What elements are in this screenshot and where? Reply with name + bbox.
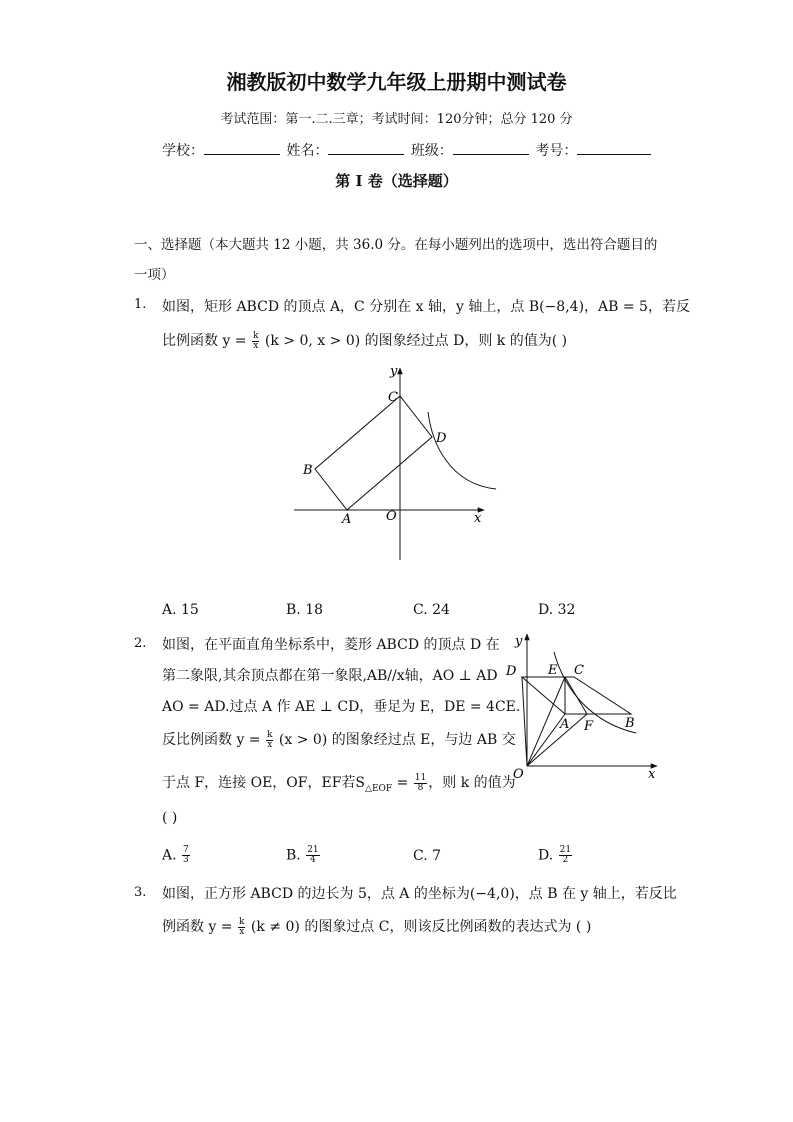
q2-line5-a: 于点 F，连接 OE，OF，EF若S xyxy=(162,775,366,791)
exam-info: 考试范围：第一.二.三章；考试时间：120分钟；总分 120 分 xyxy=(220,112,573,127)
q2-label-o: O xyxy=(513,767,524,782)
q2-label-c: C xyxy=(574,663,584,678)
q3-frac-den: x xyxy=(239,926,245,937)
q1-label-a: A xyxy=(342,512,352,527)
q1-label-x: x xyxy=(474,511,482,526)
q2-area-frac-num: 11 xyxy=(414,772,427,783)
q3-fraction xyxy=(238,918,245,937)
q2-label-d: D xyxy=(506,664,517,679)
q2-frac-den: x xyxy=(267,739,273,750)
field-school-blank[interactable] xyxy=(204,154,280,155)
q1-label-y: y xyxy=(390,364,398,379)
q1-option-c[interactable]: C. 24 xyxy=(413,602,450,618)
q1-label-o: O xyxy=(386,509,397,524)
q1-line1: 如图，矩形 ABCD 的顶点 A，C 分别在 x 轴，y 轴上，点 B(−8,4)，AB = 5，若反 xyxy=(162,299,690,315)
q2-line4-b: (x > 0) 的图象经过点 E，与边 AB 交 xyxy=(278,732,516,748)
q1-line2 xyxy=(162,330,567,351)
q2-option-d[interactable] xyxy=(538,846,573,865)
field-class-label: 班级： xyxy=(410,143,453,159)
q3-frac-num: k xyxy=(239,916,245,927)
q2-option-b-den: 4 xyxy=(310,855,316,865)
q2-option-a-label: A. xyxy=(162,847,177,864)
q2-option-b-fraction xyxy=(306,846,319,865)
q2-area-fraction xyxy=(414,774,427,793)
q2-label-x: x xyxy=(648,767,656,782)
field-id-label: 考号： xyxy=(535,143,578,159)
q2-option-a-fraction xyxy=(182,846,190,865)
q2-segment-of xyxy=(527,714,587,766)
field-class-blank[interactable] xyxy=(453,154,529,155)
q2-option-c[interactable]: C. 7 xyxy=(413,848,442,864)
q2-label-e: E xyxy=(548,663,558,678)
q2-label-y: y xyxy=(515,634,523,649)
q2-label-a: A xyxy=(560,717,570,732)
q2-option-b[interactable] xyxy=(286,846,321,865)
q1-option-d[interactable]: D. 32 xyxy=(538,602,576,618)
q2-option-a[interactable] xyxy=(162,846,191,865)
q2-line2: 第二象限,其余顶点都在第一象限,AB//x轴，AO ⊥ AD xyxy=(162,668,498,684)
q2-frac-num: k xyxy=(267,729,273,740)
q1-hyperbola xyxy=(428,412,496,489)
q2-option-d-label: D. xyxy=(538,847,554,864)
q2-line5 xyxy=(162,772,516,794)
q3-line2-a: 例函数 y = xyxy=(162,919,233,935)
q2-segment-od xyxy=(522,677,527,766)
q3-number: 3. xyxy=(134,885,147,900)
q2-option-b-label: B. xyxy=(286,847,301,864)
q3-line1: 如图，正方形 ABCD 的边长为 5，点 A 的坐标为(−4,0)，点 B 在 y 轴上，若反比 xyxy=(162,886,677,902)
q1-frac-num: k xyxy=(253,330,259,341)
q2-line4-a: 反比例函数 y = xyxy=(162,732,261,748)
q1-fraction xyxy=(252,332,259,351)
q3-line2 xyxy=(162,916,591,937)
field-school-label: 学校： xyxy=(162,143,204,159)
q1-option-a[interactable]: A. 15 xyxy=(162,602,199,618)
q2-number: 2. xyxy=(134,636,147,651)
volume-heading: 第 I 卷（选择题） xyxy=(335,172,458,190)
q2-option-b-num: 21 xyxy=(307,845,319,855)
q2-area-frac-den: 8 xyxy=(417,782,424,793)
q2-line4 xyxy=(162,729,516,750)
q1-frac-den: x xyxy=(253,340,259,351)
q1-line2-a: 比例函数 y = xyxy=(162,333,247,349)
q2-option-a-den: 3 xyxy=(183,855,189,865)
q2-option-a-num: 7 xyxy=(183,845,189,855)
student-info-fields xyxy=(162,140,653,160)
q1-label-c: C xyxy=(388,390,398,405)
q1-line2-b: (k > 0, x > 0) 的图象经过点 D，则 k 的值为( ) xyxy=(264,333,568,349)
q1-figure xyxy=(290,362,505,567)
q2-line5-b: = xyxy=(392,775,413,791)
q1-label-b: B xyxy=(303,463,313,478)
q1-rectangle xyxy=(315,396,432,510)
q2-fraction xyxy=(266,731,273,750)
q1-label-d: D xyxy=(436,431,447,446)
q2-option-d-num: 21 xyxy=(559,845,572,855)
q1-number: 1. xyxy=(134,297,147,312)
q2-line5-sub: △EOF xyxy=(365,783,393,794)
field-name-label: 姓名： xyxy=(286,143,329,159)
q2-line1: 如图，在平面直角坐标系中，菱形 ABCD 的顶点 D 在 xyxy=(162,637,500,653)
q2-label-f: F xyxy=(584,719,594,734)
q2-line6: ( ) xyxy=(162,810,178,826)
q3-line2-b: (k ≠ 0) 的图象过点 C，则该反比例函数的表达式为 ( ) xyxy=(250,919,592,935)
q2-line5-c: ，则 k 的值为 xyxy=(428,775,516,791)
q2-figure xyxy=(503,630,663,782)
q2-option-d-fraction xyxy=(559,846,572,865)
q2-label-b: B xyxy=(625,716,635,731)
exam-title: 湘教版初中数学九年级上册期中测试卷 xyxy=(226,70,567,94)
section-heading-line1: 一、选择题（本大题共 12 小题，共 36.0 分。在每小题列出的选项中，选出符合题目的 xyxy=(134,237,658,253)
q1-option-b[interactable]: B. 18 xyxy=(286,602,324,618)
q2-line3: AO = AD.过点 A 作 AE ⊥ CD，垂足为 E，DE = 4CE. xyxy=(162,699,521,715)
field-id-blank[interactable] xyxy=(577,154,651,155)
section-heading-line2: 一项） xyxy=(134,267,175,283)
field-name-blank[interactable] xyxy=(328,154,404,155)
q2-option-d-den: 2 xyxy=(562,855,569,865)
